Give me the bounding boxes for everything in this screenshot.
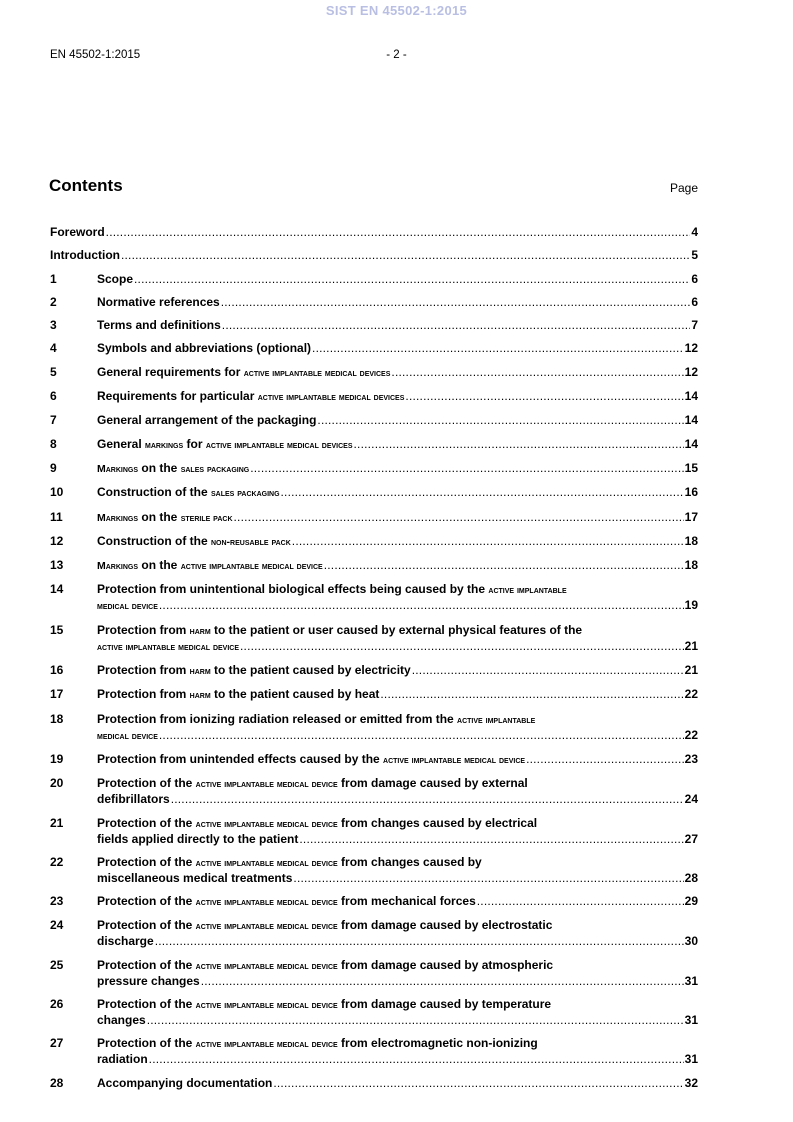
dot-leader	[273, 1076, 683, 1091]
toc-entry-number: 1	[50, 271, 57, 286]
toc-entry-page: 14	[684, 389, 698, 404]
toc-entry-page: 15	[684, 460, 698, 475]
toc-entry[interactable]	[50, 776, 698, 807]
toc-entry[interactable]	[50, 894, 698, 910]
toc-entry-page: 12	[684, 364, 698, 379]
toc-entry-title: Markings on the sterile pack	[97, 509, 233, 524]
toc-entry-number: 24	[50, 918, 64, 933]
document-id: EN 45502-1:2015	[50, 49, 141, 61]
dot-leader	[380, 687, 683, 702]
dot-leader	[159, 728, 684, 743]
toc-entry-page: 4	[691, 225, 698, 239]
toc-entry[interactable]	[50, 712, 698, 744]
toc-entry-title-line1: Protection of the active implantable medical device from damage caused by atmospheric	[97, 957, 554, 972]
toc-entry-number: 10	[50, 485, 64, 500]
toc-entry-title: Construction of the non-reusable pack	[97, 533, 291, 548]
toc-entry-title: Scope	[97, 271, 134, 286]
toc-entry-title: Accompanying documentation	[97, 1075, 273, 1090]
toc-entry-title: Construction of the sales packaging	[97, 485, 280, 500]
toc-entry-title: Markings on the active implantable medical device	[97, 558, 323, 573]
toc-entry-page: 21	[684, 663, 698, 678]
toc-entry[interactable]	[50, 752, 698, 768]
toc-entry-number: 4	[50, 341, 57, 356]
dot-leader	[155, 934, 684, 949]
toc-entry[interactable]	[50, 663, 698, 679]
toc-entry-title: General requirements for active implantable medical devices	[97, 364, 391, 379]
toc-entry-page: 31	[684, 973, 698, 988]
dot-leader	[391, 365, 683, 380]
dot-leader	[106, 225, 691, 240]
toc-entry-page: 30	[684, 934, 698, 949]
dot-leader	[299, 832, 683, 847]
toc-entry-page: 31	[684, 1052, 698, 1067]
toc-entry-page: 21	[684, 638, 698, 653]
toc-entry-number: 19	[50, 751, 64, 766]
dot-leader	[221, 295, 691, 310]
toc-entry-page: 18	[684, 533, 698, 548]
dot-leader	[526, 752, 684, 767]
toc-entry-number: 18	[50, 711, 64, 726]
toc-entry-title: General markings for active implantable medical devices	[97, 436, 353, 451]
toc-entry-page: 5	[691, 248, 698, 263]
toc-entry-page: 28	[684, 870, 698, 885]
toc-entry-number: 20	[50, 776, 64, 791]
toc-entry-number: 16	[50, 663, 64, 678]
toc-entry-page: 31	[684, 1013, 698, 1028]
toc-entry-page: 22	[684, 727, 698, 742]
toc-entry[interactable]	[50, 461, 698, 477]
toc-entry-title: radiation	[97, 1052, 148, 1067]
toc-entry-number: 2	[50, 294, 57, 309]
toc-entry-title: Symbols and abbreviations (optional)	[97, 341, 312, 356]
table-of-contents	[50, 225, 698, 1099]
toc-entry-page: 27	[684, 831, 698, 846]
toc-entry-page: 12	[684, 341, 698, 356]
toc-entry-number: 12	[50, 533, 64, 548]
toc-entry-page: 14	[684, 413, 698, 428]
toc-entry[interactable]	[50, 687, 698, 703]
toc-entry[interactable]	[50, 582, 698, 614]
toc-entry-page: 14	[684, 436, 698, 451]
toc-entry-title-line1: Protection of the active implantable medical device from changes caused by electrical	[97, 815, 538, 830]
dot-leader	[171, 792, 684, 807]
toc-entry-title: Normative references	[97, 294, 220, 309]
dot-leader	[281, 485, 684, 500]
toc-entry-page: 18	[684, 558, 698, 573]
toc-entry-title: medical device	[97, 600, 158, 613]
toc-entry-title-line1: Protection of the active implantable medical device from electromagnetic non-ionizing	[97, 1036, 538, 1051]
dot-leader	[292, 534, 684, 549]
toc-entry-title: Protection from unintended effects caused by the active implantable medical device	[97, 751, 526, 766]
dot-leader	[412, 663, 684, 678]
toc-entry-title: miscellaneous medical treatments	[97, 870, 293, 885]
dot-leader	[317, 413, 683, 428]
toc-entry[interactable]	[50, 855, 698, 886]
toc-entry-number: 21	[50, 815, 64, 830]
toc-entry[interactable]	[50, 272, 698, 287]
toc-entry-number: 25	[50, 957, 64, 972]
dot-leader	[159, 598, 684, 613]
toc-entry-title: Protection from harm to the patient caused by heat	[97, 687, 380, 702]
dot-leader	[250, 461, 683, 476]
toc-entry-number: 17	[50, 687, 64, 702]
toc-entry-title-line1: Protection of the active implantable medical device from changes caused by	[97, 854, 482, 869]
toc-entry-page: 7	[691, 318, 698, 333]
toc-entry[interactable]	[50, 413, 698, 428]
toc-entry-page: 6	[691, 294, 698, 309]
dot-leader	[405, 389, 683, 404]
dot-leader	[149, 1052, 684, 1067]
toc-entry-page: 29	[684, 894, 698, 909]
toc-entry-number: 23	[50, 894, 64, 909]
watermark: SIST EN 45502-1:2015	[325, 3, 468, 18]
toc-entry-number: 5	[50, 364, 57, 379]
toc-entry-page: 23	[684, 751, 698, 766]
dot-leader	[234, 510, 684, 525]
toc-entry[interactable]	[50, 997, 698, 1028]
toc-entry-title: Protection of the active implantable medical device from mechanical forces	[97, 894, 476, 909]
toc-entry-number: 8	[50, 436, 57, 451]
toc-entry-page: 17	[684, 509, 698, 524]
toc-entry-number: 6	[50, 389, 57, 404]
dot-leader	[121, 248, 690, 263]
page-column-label: Page	[669, 181, 698, 195]
toc-entry[interactable]	[50, 437, 698, 453]
toc-entry-title-line1: Protection of the active implantable medical device from damage caused by temperature	[97, 997, 552, 1012]
toc-entry-title: Markings on the sales packaging	[97, 460, 250, 475]
dot-leader	[134, 272, 690, 287]
toc-entry[interactable]	[50, 389, 698, 405]
contents-title: Contents	[49, 176, 123, 195]
toc-entry[interactable]	[50, 295, 698, 310]
toc-entry[interactable]	[50, 510, 698, 526]
toc-entry[interactable]	[50, 248, 698, 263]
toc-entry-number: 14	[50, 582, 64, 597]
toc-entry[interactable]	[50, 534, 698, 550]
page-number: - 2 -	[386, 49, 407, 61]
toc-entry-title-line1: Protection from ionizing radiation released or emitted from the active implantable	[97, 711, 536, 726]
toc-entry-title: Terms and definitions	[97, 318, 221, 333]
toc-entry-number: 22	[50, 854, 64, 869]
toc-entry-title: fields applied directly to the patient	[97, 831, 299, 846]
toc-entry-number: 3	[50, 318, 57, 333]
toc-entry[interactable]	[50, 341, 698, 356]
toc-entry[interactable]	[50, 918, 698, 949]
toc-entry-title: Requirements for particular active implantable medical devices	[97, 389, 405, 404]
toc-entry-title-line1: Protection of the active implantable medical device from damage caused by electrostatic	[97, 918, 553, 933]
toc-entry[interactable]	[50, 1036, 698, 1067]
toc-entry[interactable]	[50, 958, 698, 989]
toc-entry-number: 11	[50, 509, 63, 524]
toc-entry-number: 9	[50, 460, 57, 475]
toc-entry[interactable]	[50, 318, 698, 333]
dot-leader	[240, 639, 684, 654]
toc-entry-title-line1: Protection of the active implantable medical device from damage caused by external	[97, 776, 528, 791]
toc-entry-number: 26	[50, 997, 64, 1012]
dot-leader	[477, 894, 684, 909]
toc-entry-title: Protection from harm to the patient caused by electricity	[97, 663, 411, 678]
toc-entry-number: 7	[50, 413, 57, 428]
toc-entry-number: 28	[50, 1075, 64, 1090]
dot-leader	[147, 1013, 684, 1028]
toc-entry[interactable]	[50, 225, 698, 240]
dot-leader	[293, 871, 683, 886]
toc-entry-title: pressure changes	[97, 973, 200, 988]
toc-entry[interactable]	[50, 623, 698, 655]
toc-entry[interactable]	[50, 1076, 698, 1091]
toc-entry-page: 24	[684, 792, 698, 807]
toc-entry-title: General arrangement of the packaging	[97, 413, 317, 428]
toc-entry-page: 19	[684, 598, 698, 613]
toc-entry-page: 32	[684, 1075, 698, 1090]
toc-entry-number: 15	[50, 622, 64, 637]
toc-entry-title-line1: Protection from harm to the patient or user caused by external physical features of the	[97, 622, 583, 637]
toc-entry-page: 22	[684, 687, 698, 702]
dot-leader	[324, 558, 684, 573]
dot-leader	[312, 341, 684, 356]
toc-entry-title-line1: Protection from unintentional biological effects being caused by the active implantable	[97, 582, 567, 597]
toc-entry-title: defibrillators	[97, 792, 170, 807]
toc-entry-page: 16	[684, 485, 698, 500]
toc-entry-number: 27	[50, 1036, 64, 1051]
dot-leader	[222, 318, 691, 333]
toc-entry-page: 6	[691, 271, 698, 286]
toc-entry-number: 13	[50, 558, 64, 573]
toc-entry-title: Foreword	[50, 225, 105, 239]
toc-entry[interactable]	[50, 485, 698, 501]
toc-entry-title: changes	[97, 1013, 146, 1028]
dot-leader	[201, 974, 684, 989]
toc-entry[interactable]	[50, 365, 698, 381]
toc-entry-title: active implantable medical device	[97, 640, 240, 653]
toc-entry[interactable]	[50, 558, 698, 574]
toc-entry-title: discharge	[97, 934, 154, 949]
dot-leader	[354, 437, 684, 452]
toc-entry-title: medical device	[97, 729, 158, 742]
toc-entry[interactable]	[50, 816, 698, 847]
toc-entry-title: Introduction	[50, 248, 120, 263]
